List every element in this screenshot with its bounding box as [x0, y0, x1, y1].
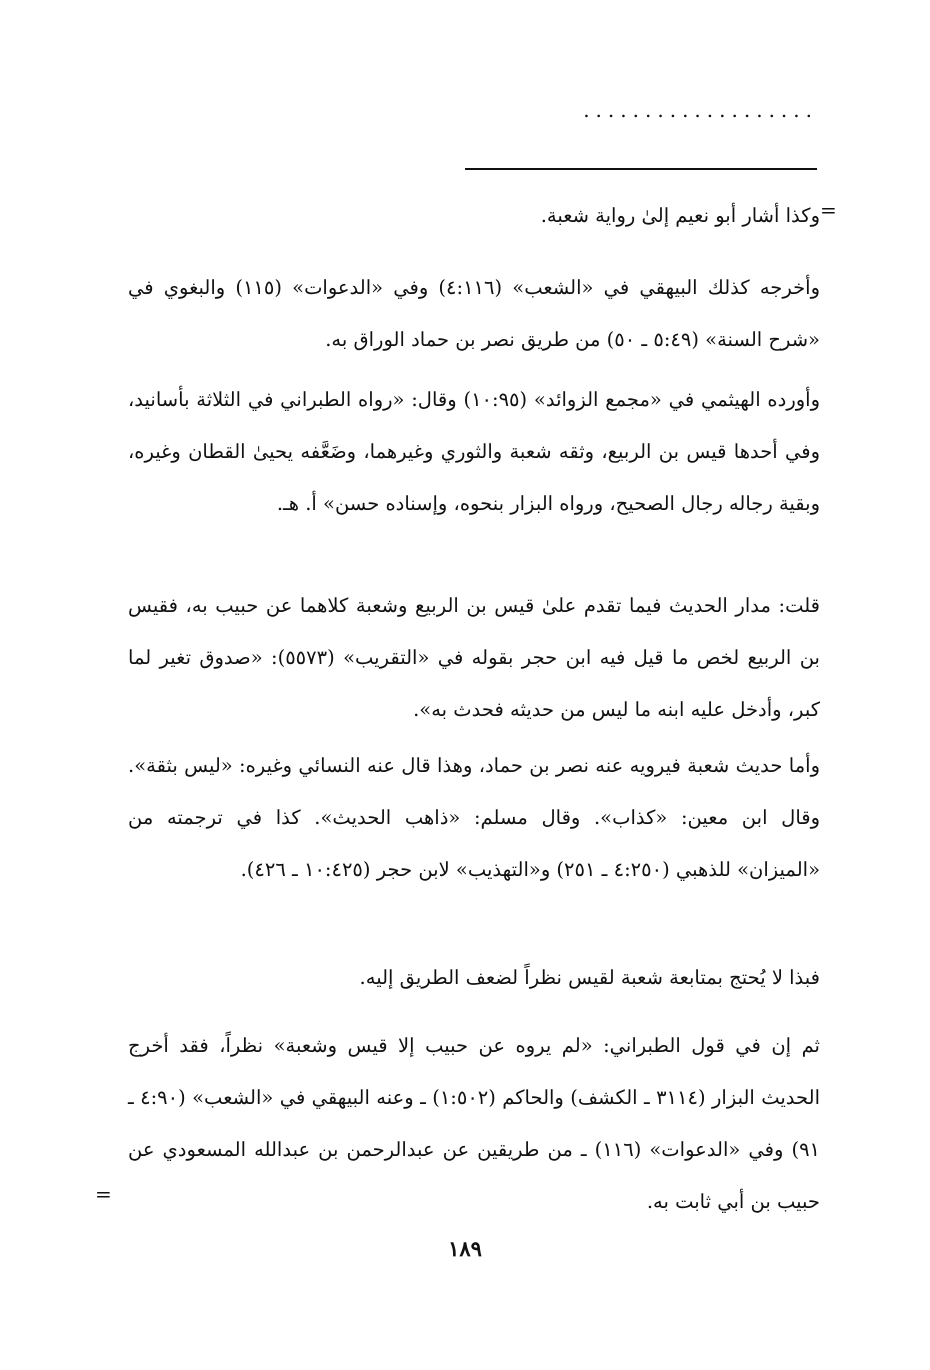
- paragraph-text: وكذا أشار أبو نعيم إلىٰ رواية شعبة.: [540, 204, 820, 227]
- paragraph-text: فبذا لا يُحتج بمتابعة شعبة لقيس نظراً لضعف الطريق إليه.: [359, 966, 820, 989]
- footnote-separator-rule: [465, 168, 817, 170]
- footnote-paragraph-4: [128, 580, 820, 736]
- footnote-paragraph-1: [128, 190, 820, 242]
- paragraph-text: قلت: مدار الحديث فيما تقدم علىٰ قيس بن الربيع وشعبة كلاهما عن حبيب به، فقيس بن الربيع لخص ما قيل فيه ابن حجر بقوله في «التقريب» (٥٥٧٣): «صدوق تغير لما كبر، وأدخل عليه ابنه ما ليس من حديثه فحدث به».: [128, 594, 820, 721]
- footnote-paragraph-5: [128, 740, 820, 896]
- continuation-marker-top: =: [820, 198, 837, 222]
- continuation-marker-bottom: =: [95, 1182, 112, 1206]
- footnote-paragraph-2: [128, 262, 820, 366]
- footnote-paragraph-7: [128, 1020, 820, 1228]
- paragraph-text: وأما حديث شعبة فيرويه عنه نصر بن حماد، وهذا قال عنه النسائي وغيره: «ليس بثقة». وقال ابن معين: «كذاب». وقال مسلم: «ذاهب الحديث». كذا في ترجمته من «الميزان» للذهبي (٤:٢٥٠ ـ ٢٥١) و«التهذيب» لابن حجر (١٠:٤٢٥ ـ ٤٢٦).: [128, 754, 820, 881]
- header-dot-leader: ...................: [583, 98, 818, 122]
- footnote-paragraph-3: [128, 374, 820, 530]
- paragraph-text: وأخرجه كذلك البيهقي في «الشعب» (٤:١١٦) وفي «الدعوات» (١١٥) والبغوي في «شرح السنة» (٥:٤٩ ـ ٥٠) من طريق نصر بن حماد الوراق به.: [128, 276, 820, 351]
- paragraph-text: ثم إن في قول الطبراني: «لم يروه عن حبيب إلا قيس وشعبة» نظراً، فقد أخرج الحديث البزار (٣١١٤ ـ الكشف) والحاكم (١:٥٠٢) ـ وعنه البيهقي في «الشعب» (٤:٩٠ ـ ٩١) وفي «الدعوات» (١١٦) ـ من طريقين عن عبدالرحمن بن عبدالله المسعودي عن حبيب بن أبي ثابت به.: [128, 1034, 821, 1213]
- page-number: ١٨٩: [448, 1236, 482, 1261]
- footnote-paragraph-6: [128, 952, 820, 1004]
- paragraph-text: وأورده الهيثمي في «مجمع الزوائد» (١٠:٩٥) وقال: «رواه الطبراني في الثلاثة بأسانيد، وفي أحدها قيس بن الربيع، وثقه شعبة والثوري وغيرهما، وضَعَّفه يحيىٰ القطان وغيره، وبقية رجاله رجال الصحيح، ورواه البزار بنحوه، وإسناده حسن» أ. هـ.: [128, 388, 821, 515]
